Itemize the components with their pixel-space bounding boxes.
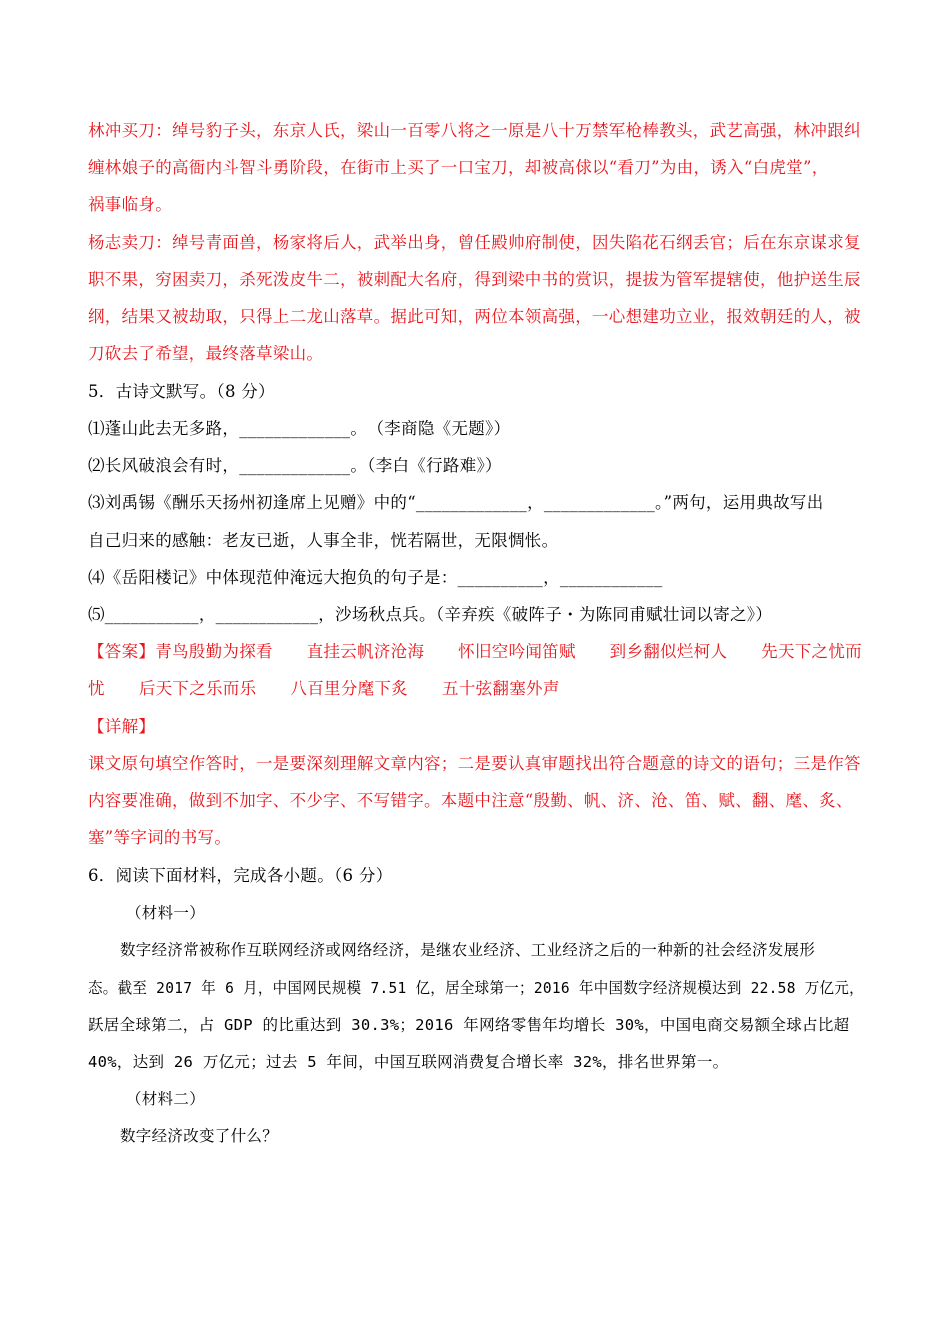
answer-part: 怀旧空吟闻笛赋	[458, 642, 576, 661]
material-2-question: 数字经济改变了什么？	[120, 1127, 279, 1145]
q5-item-4: ⑷《岳阳楼记》中体现范仲淹远大抱负的句子是：__________，____________	[88, 568, 663, 587]
material-1-line-4: 40%，达到 26 万亿元；过去 5 年间，中国互联网消费复合增长率 32%，排名世界第一。	[88, 1053, 729, 1071]
q5-item-3: ⑶刘禹锡《酬乐天扬州初逢席上见赠》中的“_____________，_____________。”两句，运用典故写出	[88, 493, 824, 512]
material-1-line-3: 跃居全球第二，占 GDP 的比重达到 30.3%；2016 年网络零售年均增长 30%，中国电商交易额全球占比超	[88, 1016, 850, 1034]
answer-part: 忧	[88, 679, 105, 698]
answer-part: 五十弦翻塞外声	[442, 679, 560, 698]
answer-part: 后天下之乐而乐	[138, 679, 257, 698]
material-2-label: （材料二）	[126, 1090, 206, 1108]
q5-detail-line-2: 内容要准确，做到不加字、不少字、不写错字。本题中注意“殷勤、帆、济、沧、笛、赋、翻、麾、炙、	[88, 791, 853, 810]
lin-chong-line-1: 林冲买刀：绰号豹子头，东京人氏，梁山一百零八将之一原是八十万禁军枪棒教头，武艺高强，林冲跟纠	[88, 121, 861, 140]
q5-detail-line-1: 课文原句填空作答时，一是要深刻理解文章内容；二是要认真审题找出符合题意的诗文的语句；三是作答	[88, 754, 861, 773]
question-5-title: 5．古诗文默写。（8 分）	[88, 382, 275, 401]
yang-zhi-line-3: 纲，结果又被劫取，只得上二龙山落草。据此可知，两位本领高强，一心想建功立业，报效朝廷的人，被	[88, 307, 861, 326]
answer-part: 到乡翻似烂柯人	[609, 642, 728, 661]
q5-item-2: ⑵长风破浪会有时，_____________。（李白《行路难》）	[88, 456, 502, 475]
q5-item-1: ⑴蓬山此去无多路，_____________。 （李商隐《无题》）	[88, 419, 511, 438]
answer-part: 直挂云帆济沧海	[306, 642, 425, 661]
yang-zhi-line-4: 刀砍去了希望，最终落草梁山。	[88, 344, 324, 363]
q5-item-3-cont: 自己归来的感触：老友已逝，人事全非，恍若隔世，无限惆怅。	[88, 531, 559, 550]
q5-answer-line-2	[88, 678, 560, 700]
lin-chong-line-2: 缠林娘子的高衙内斗智斗勇阶段，在街市上买了一口宝刀，却被高俅以“看刀”为由，诱入“白虎堂”，	[88, 158, 829, 177]
yang-zhi-line-1: 杨志卖刀：绰号青面兽，杨家将后人，武举出身，曾任殿帅府制使，因失陷花石纲丢官；后在东京谋求复	[88, 233, 861, 252]
answer-part: 【答案】青鸟殷勤为探看	[88, 642, 273, 661]
yang-zhi-line-2: 职不果，穷困卖刀，杀死泼皮牛二，被刺配大名府，得到梁中书的赏识，提拔为管军提辖使，他护送生辰	[88, 270, 861, 289]
q5-detail-label: 【详解】	[88, 717, 156, 736]
q5-item-5: ⑸___________，____________，沙场秋点兵。（辛弃疾《破阵子・为陈同甫赋壮词以寄之》）	[88, 605, 773, 624]
material-1-line-2: 态。截至 2017 年 6 月，中国网民规模 7.51 亿，居全球第一；2016 年中国数字经济规模达到 22.58 万亿元，	[88, 979, 864, 997]
material-1-line-1: 数字经济常被称作互联网经济或网络经济，是继农业经济、工业经济之后的一种新的社会经济发展形	[120, 941, 816, 959]
question-6-title: 6．阅读下面材料，完成各小题。（6 分）	[88, 866, 393, 885]
lin-chong-line-3: 祸事临身。	[88, 195, 172, 214]
answer-part: 八百里分麾下炙	[290, 679, 409, 698]
q5-detail-line-3: 塞”等字词的书写。	[88, 828, 232, 847]
q5-answer-line-1	[88, 641, 862, 663]
material-1-label: （材料一）	[126, 904, 206, 922]
answer-part: 先天下之忧而	[761, 642, 862, 661]
